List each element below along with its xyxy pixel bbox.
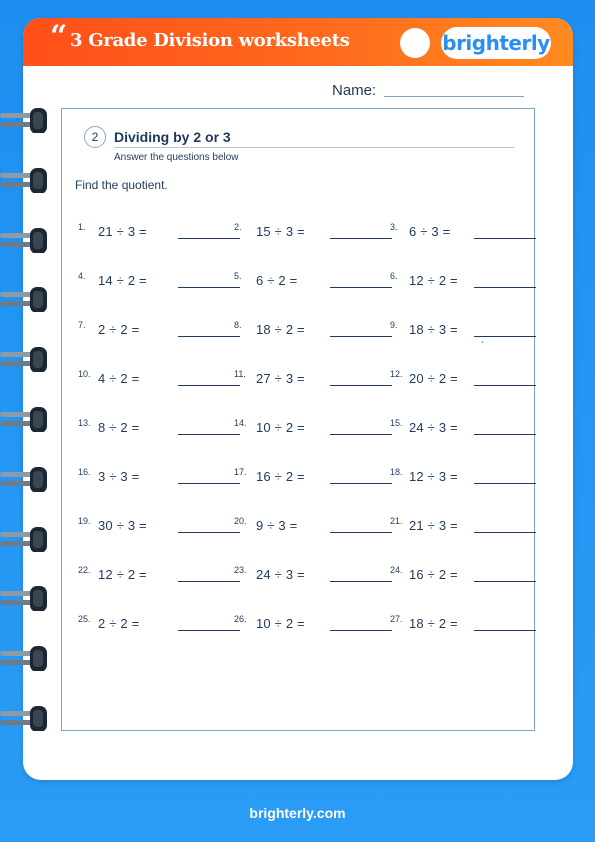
section-divider (114, 147, 514, 148)
answer-line[interactable] (178, 630, 240, 631)
answer-line[interactable] (178, 532, 240, 533)
binding-ring-icon (0, 167, 48, 193)
answer-line[interactable] (330, 581, 392, 582)
answer-line[interactable] (330, 238, 392, 239)
answer-line[interactable] (178, 287, 240, 288)
name-field[interactable] (384, 96, 524, 97)
answer-line[interactable] (178, 434, 240, 435)
binding-ring-icon (0, 705, 48, 731)
problem-number: 5. (234, 271, 242, 281)
answer-line[interactable] (474, 483, 536, 484)
problem-expression: 9 ÷ 3 = (256, 518, 298, 533)
section-title: Dividing by 2 or 3 (114, 129, 231, 145)
answer-line[interactable] (474, 581, 536, 582)
problem-number: 10. (78, 369, 91, 379)
answer-line[interactable] (474, 385, 536, 386)
problem-number: 21. (390, 516, 403, 526)
problem-expression: 2 ÷ 2 = (98, 616, 140, 631)
brighterly-logo[interactable] (441, 27, 551, 59)
binding-ring-icon (0, 107, 48, 133)
answer-line[interactable] (330, 336, 392, 337)
problem-expression: 3 ÷ 3 = (98, 469, 140, 484)
stray-mark: ` (481, 341, 485, 352)
worksheet-title: 3 Grade Division worksheets (70, 30, 350, 51)
instruction-text: Find the quotient. (75, 178, 168, 192)
answer-line[interactable] (474, 287, 536, 288)
binding-ring-icon (0, 286, 48, 312)
problem-number: 15. (390, 418, 403, 428)
problem-expression: 15 ÷ 3 = (256, 224, 305, 239)
binding-ring-icon (0, 466, 48, 492)
problem-expression: 10 ÷ 2 = (256, 616, 305, 631)
logo-text: brighterly (442, 31, 550, 55)
problem-number: 14. (234, 418, 247, 428)
circle-button[interactable] (400, 28, 430, 58)
problem-number: 24. (390, 565, 403, 575)
problem-number: 9. (390, 320, 398, 330)
problem-number: 3. (390, 222, 398, 232)
problem-expression: 21 ÷ 3 = (98, 224, 147, 239)
answer-line[interactable] (178, 238, 240, 239)
problem-number: 2. (234, 222, 242, 232)
problem-number: 19. (78, 516, 91, 526)
problem-expression: 6 ÷ 3 = (409, 224, 451, 239)
answer-line[interactable] (330, 434, 392, 435)
section-number: 2 (84, 126, 106, 148)
problem-expression: 18 ÷ 2 = (409, 616, 458, 631)
answer-line[interactable] (474, 532, 536, 533)
problem-expression: 2 ÷ 2 = (98, 322, 140, 337)
binding-ring-icon (0, 346, 48, 372)
problem-expression: 14 ÷ 2 = (98, 273, 147, 288)
footer-url[interactable]: brighterly.com (249, 805, 346, 821)
problem-expression: 18 ÷ 3 = (409, 322, 458, 337)
problem-number: 11. (234, 369, 246, 379)
problem-expression: 12 ÷ 3 = (409, 469, 458, 484)
problem-expression: 30 ÷ 3 = (98, 518, 147, 533)
problem-expression: 27 ÷ 3 = (256, 371, 305, 386)
problem-number: 4. (78, 271, 86, 281)
problem-expression: 24 ÷ 3 = (409, 420, 458, 435)
answer-line[interactable] (474, 630, 536, 631)
answer-line[interactable] (474, 336, 536, 337)
problem-number: 12. (390, 369, 403, 379)
problem-expression: 12 ÷ 2 = (409, 273, 458, 288)
problem-expression: 10 ÷ 2 = (256, 420, 305, 435)
problem-number: 8. (234, 320, 242, 330)
problem-expression: 24 ÷ 3 = (256, 567, 305, 582)
worksheet-page (23, 18, 573, 780)
answer-line[interactable] (178, 483, 240, 484)
problem-number: 13. (78, 418, 91, 428)
answer-line[interactable] (330, 532, 392, 533)
name-label: Name: (332, 82, 377, 99)
answer-line[interactable] (178, 581, 240, 582)
problem-number: 6. (390, 271, 398, 281)
problem-expression: 18 ÷ 2 = (256, 322, 305, 337)
answer-line[interactable] (330, 385, 392, 386)
problem-expression: 12 ÷ 2 = (98, 567, 147, 582)
header-bar (23, 18, 573, 66)
problem-expression: 21 ÷ 3 = (409, 518, 458, 533)
answer-line[interactable] (330, 483, 392, 484)
problem-expression: 20 ÷ 2 = (409, 371, 458, 386)
answer-line[interactable] (178, 336, 240, 337)
problem-number: 26. (234, 614, 247, 624)
problem-number: 25. (78, 614, 91, 624)
answer-line[interactable] (474, 238, 536, 239)
problem-number: 7. (78, 320, 86, 330)
binding-ring-icon (0, 645, 48, 671)
binding-ring-icon (0, 227, 48, 253)
problem-expression: 4 ÷ 2 = (98, 371, 140, 386)
section-subtitle: Answer the questions below (114, 152, 239, 163)
worksheet-box (61, 108, 535, 731)
problem-number: 17. (234, 467, 247, 477)
binding-ring-icon (0, 406, 48, 432)
answer-line[interactable] (178, 385, 240, 386)
problem-expression: 16 ÷ 2 = (409, 567, 458, 582)
problem-number: 1. (78, 222, 86, 232)
problem-number: 18. (390, 467, 403, 477)
answer-line[interactable] (330, 287, 392, 288)
binding-ring-icon (0, 585, 48, 611)
problem-expression: 8 ÷ 2 = (98, 420, 140, 435)
answer-line[interactable] (474, 434, 536, 435)
problem-number: 27. (390, 614, 403, 624)
problem-number: 20. (234, 516, 247, 526)
problem-number: 22. (78, 565, 91, 575)
problem-expression: 6 ÷ 2 = (256, 273, 298, 288)
problem-number: 16. (78, 467, 91, 477)
problem-expression: 16 ÷ 2 = (256, 469, 305, 484)
quote-icon: “ (50, 19, 68, 54)
problem-number: 23. (234, 565, 247, 575)
binding-ring-icon (0, 526, 48, 552)
answer-line[interactable] (330, 630, 392, 631)
